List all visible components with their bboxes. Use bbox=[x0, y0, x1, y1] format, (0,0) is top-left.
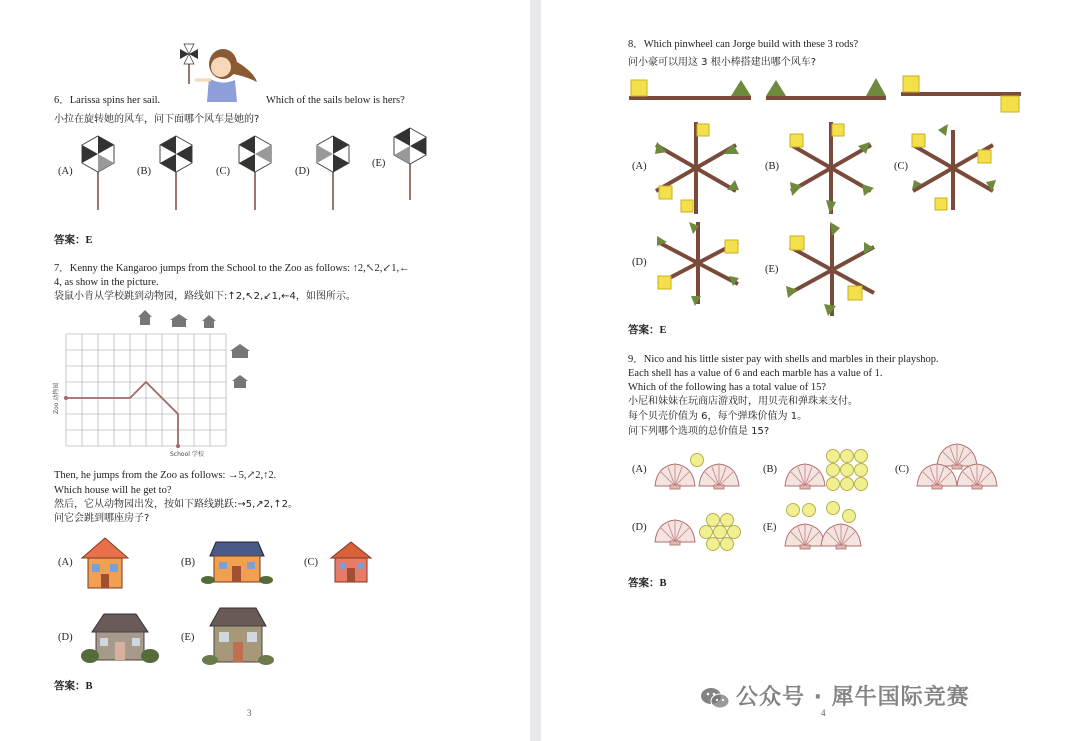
exam-page-4 bbox=[541, 0, 1080, 741]
q9-option-a-label: (A) bbox=[632, 464, 647, 475]
q7-option-e-label: (E) bbox=[181, 632, 195, 643]
q8-pinwheel-a bbox=[651, 120, 741, 216]
q7-question-zh-line3: 问它会跳到哪座房子? bbox=[54, 513, 150, 524]
q6-pinwheel-c bbox=[235, 136, 275, 210]
q7-question-en-line4: Which house will he get to? bbox=[54, 485, 172, 496]
q9-option-e-shells-marbles bbox=[785, 500, 869, 556]
q7-zoo-label: Zoo 动物园 bbox=[53, 382, 60, 414]
q6-option-d-label: (D) bbox=[295, 166, 310, 177]
q6-pinwheel-d bbox=[313, 136, 353, 210]
watermark-text: 公众号 · 犀牛国际竞赛 bbox=[736, 685, 970, 710]
q7-house-c bbox=[325, 540, 377, 584]
q9-answer: 答案：B bbox=[628, 578, 667, 589]
q6-pinwheel-b bbox=[156, 136, 196, 210]
q7-school-label: School 学校 bbox=[170, 451, 204, 458]
q8-option-c-label: (C) bbox=[894, 161, 908, 172]
q9-option-a-shells-marbles bbox=[653, 452, 745, 494]
page-number-left: 3 bbox=[247, 708, 252, 718]
q7-question-zh-line2: 然后，它从动物园出发，按如下路线跳跃:→5,↗2,↑2。 bbox=[54, 499, 298, 510]
q9-option-e-label: (E) bbox=[763, 522, 777, 533]
q7-answer: 答案：B bbox=[54, 681, 93, 692]
q8-option-b-label: (B) bbox=[765, 161, 779, 172]
wechat-logo-icon bbox=[700, 687, 730, 709]
q7-house-e bbox=[202, 604, 274, 666]
q8-question-zh: 问小豪可以用这 3 根小棒搭建出哪个风车? bbox=[628, 57, 817, 68]
q6-option-c-label: (C) bbox=[216, 166, 230, 177]
q6-question-en: 6．Larissa spins her sail. bbox=[54, 95, 161, 106]
q9-question-zh-line3: 问下列哪个选项的总价值是 15? bbox=[628, 426, 770, 437]
q7-house-d bbox=[82, 610, 158, 664]
q7-option-b-label: (B) bbox=[181, 557, 195, 568]
q6-answer: 答案：E bbox=[54, 235, 93, 246]
q8-answer: 答案：E bbox=[628, 325, 667, 336]
page-number-right: 4 bbox=[821, 708, 826, 718]
q9-question-en-line1: 9．Nico and his little sister pay with shells and marbles in their playshop. bbox=[628, 354, 939, 365]
q8-pinwheel-b bbox=[786, 120, 876, 216]
q6-pinwheel-a bbox=[78, 136, 118, 210]
q6-option-b-label: (B) bbox=[137, 166, 151, 177]
q7-option-a-label: (A) bbox=[58, 557, 73, 568]
q9-question-en-line3: Which of the following has a total value of 15? bbox=[628, 382, 826, 393]
q7-question-en-line2: 4, as show in the picture. bbox=[54, 277, 159, 288]
q6-question-en-cont: Which of the sails below is hers? bbox=[266, 95, 405, 106]
q6-pinwheel-e bbox=[390, 128, 430, 202]
girl-with-pinwheel-illustration bbox=[175, 40, 265, 102]
q9-option-b-label: (B) bbox=[763, 464, 777, 475]
q6-option-a-label: (A) bbox=[58, 166, 73, 177]
q8-question-en: 8．Which pinwheel can Jorge build with these 3 rods? bbox=[628, 39, 859, 50]
q8-option-a-label: (A) bbox=[632, 161, 647, 172]
q9-option-c-shells bbox=[915, 442, 999, 492]
q6-question-zh: 小拉在旋转她的风车，问下面哪个风车是她的? bbox=[54, 114, 260, 125]
q9-question-zh-line2: 每个贝壳价值为 6，每个弹珠价值为 1。 bbox=[628, 411, 808, 422]
q9-option-c-label: (C) bbox=[895, 464, 909, 475]
q9-option-d-shells-marbles bbox=[653, 512, 745, 550]
q7-house-b bbox=[202, 540, 272, 584]
q9-option-d-label: (D) bbox=[632, 522, 647, 533]
q6-option-e-label: (E) bbox=[372, 158, 386, 169]
q7-question-zh-line1: 袋鼠小肯从学校跳到动物园，路线如下:↑2,↖2,↙1,←4，如图所示。 bbox=[54, 291, 356, 302]
q7-grid-map bbox=[54, 310, 264, 460]
watermark bbox=[700, 680, 970, 711]
q8-rods bbox=[629, 72, 1024, 112]
q9-question-en-line2: Each shell has a value of 6 and each marble has a value of 1. bbox=[628, 368, 883, 379]
q8-pinwheel-d bbox=[653, 220, 743, 306]
q9-option-b-shells-marbles bbox=[783, 448, 875, 494]
q8-pinwheel-e bbox=[784, 222, 879, 318]
exam-page-3 bbox=[0, 0, 530, 741]
q9-question-zh-line1: 小尼和妹妹在玩商店游戏时，用贝壳和弹珠来支付。 bbox=[628, 396, 858, 407]
q7-option-c-label: (C) bbox=[304, 557, 318, 568]
q8-option-e-label: (E) bbox=[765, 264, 779, 275]
q7-question-en-line3: Then, he jumps from the Zoo as follows: →5,↗2,↑2. bbox=[54, 470, 277, 481]
q7-house-a bbox=[80, 536, 130, 590]
q7-option-d-label: (D) bbox=[58, 632, 73, 643]
q8-pinwheel-c bbox=[908, 120, 998, 216]
q8-option-d-label: (D) bbox=[632, 257, 647, 268]
q7-question-en-line1: 7．Kenny the Kangaroo jumps from the School to the Zoo as follows: ↑2,↖2,↙1,← bbox=[54, 263, 410, 274]
